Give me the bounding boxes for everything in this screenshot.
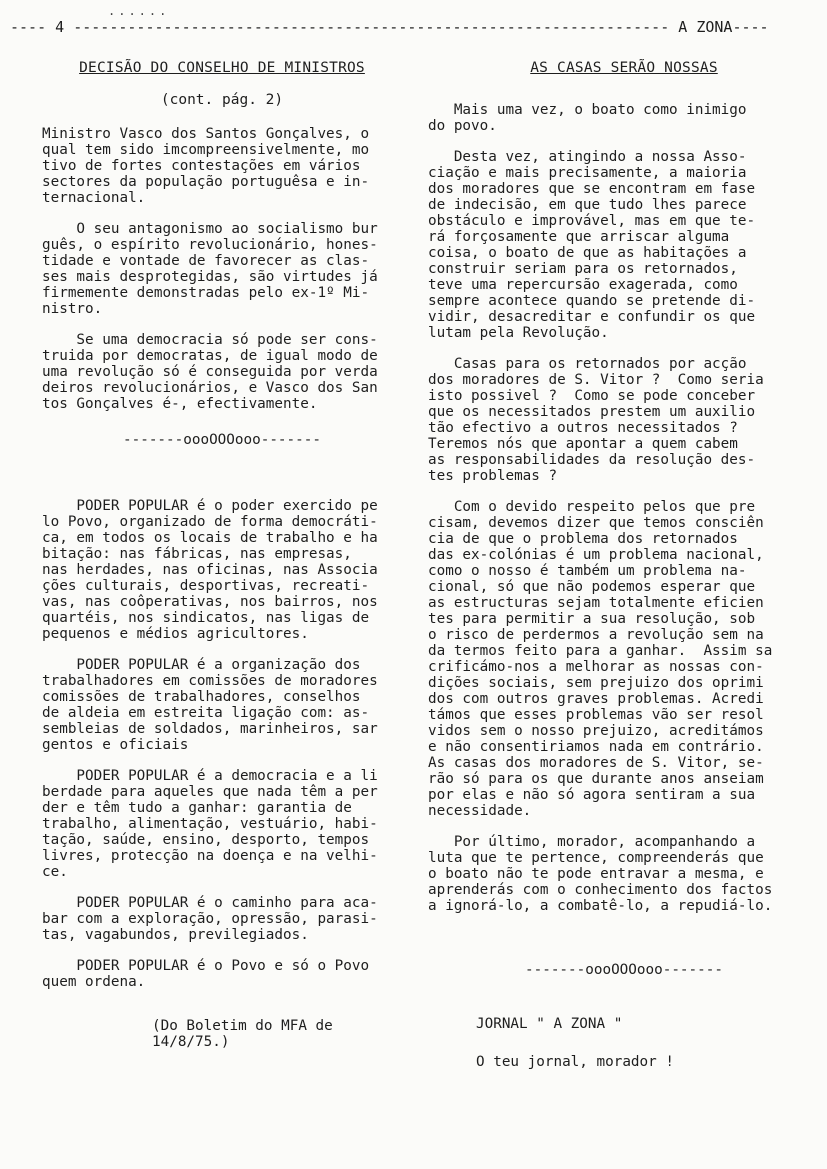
text-line: Teremos nós que apontar a quem cabem [428,436,738,452]
text-line: de indecisão, em que tudo lhes parece [428,197,747,213]
text-line: sectores da população portuguêsa e in- [42,174,370,190]
journal-name: A ZONA---- [669,18,769,36]
text-line: de aldeia em estreita ligação com: as- [42,705,370,721]
continuation-note: (cont. pág. 2) [160,92,284,108]
right-article-paragraph [428,102,820,134]
text-line: teve uma repercursão exagerada, como [428,277,738,293]
text-line: rão só para os que durante anos anseiam [428,771,764,787]
header-dots: ...... [108,4,170,18]
left-article-paragraph [42,126,402,206]
text-line: Por último, morador, acompanhando a [428,834,756,850]
text-line: dos com outros graves problemas. Acredi [428,691,764,707]
text-line: isto possivel ? Como se pode conceber [428,388,756,404]
text-line: luta que te pertence, compreenderás que [428,850,764,866]
left-article-title: DECISÃO DO CONSELHO DE MINISTROS [79,60,365,76]
text-line: tes para permitir a sua resolução, sob [428,611,756,627]
text-line: PODER POPULAR é a organização dos [42,657,361,673]
journal-footer [476,1016,820,1070]
right-article-paragraph [428,356,820,484]
text-line: como o nosso é também um problema na- [428,563,747,579]
text-line: pequenos e médios agricultores. [42,626,309,642]
text-line: ternacional. [42,190,146,206]
text-line: guês, o espírito revolucionário, hones- [42,237,378,253]
text-line: necessidade. [428,803,532,819]
text-line: lo Povo, organizado de forma democráti- [42,514,378,530]
left-column [42,60,402,1050]
text-line: lutam pela Revolução. [428,325,609,341]
text-line: construir seriam para os retornados, [428,261,738,277]
text-line: vidos sem o nosso prejuizo, acreditámos [428,723,764,739]
text-line: aprenderás com o conhecimento dos factos [428,882,773,898]
text-line: O seu antagonismo ao socialismo bur [42,221,378,237]
text-line: PODER POPULAR é a democracia e a li [42,768,378,784]
text-line: Casas para os retornados por acção [428,356,747,372]
text-line: tivo de fortes contestações em vários [42,158,361,174]
text-line: crificámo-nos a melhorar as nossas con- [428,659,764,675]
text-line: obstáculo e improvável, mas em que te- [428,213,756,229]
text-line: ca, em todos os locais de trabalho e ha [42,530,378,546]
text-line: firmemente demonstradas pelo ex-1º Mi- [42,285,370,301]
text-line: deiros revolucionários, e Vasco dos San [42,380,378,396]
text-line: PODER POPULAR é o poder exercido pe [42,498,378,514]
text-line: da termos feito para a ganhar. Assim sa [428,643,773,659]
text-line: truida por democratas, de igual modo de [42,348,378,364]
text-line: dos moradores que se encontram em fase [428,181,756,197]
left-article-body [42,126,402,412]
page-number-rule: ---- 4 ------------------------------------------------------------------ [10,18,670,36]
text-line: tão efectivo a outros necessitados ? [428,420,738,436]
right-article-paragraph [428,149,820,341]
poder-popular-section [42,498,402,990]
text-line: Mais uma vez, o boato como inimigo [428,102,747,118]
text-line: o boato não te pode entravar a mesma, e [428,866,764,882]
text-line: sembleias de soldados, marinheiros, sar [42,721,378,737]
text-line: nas herdades, nas oficinas, nas Associa [42,562,378,578]
text-line: cional, só que não podemos esperar que [428,579,756,595]
poder-popular-paragraph [42,498,402,642]
right-separator: -------oooOOOooo------- [525,962,723,978]
text-line: der e têm tudo a ganhar: garantia de [42,800,352,816]
left-separator: -------oooOOOooo------- [123,432,321,448]
right-column [428,60,820,1070]
journal-signature: JORNAL " A ZONA " [476,1016,623,1032]
text-line: comissões de trabalhadores, conselhos [42,689,361,705]
text-line: trabalho, alimentação, vestuário, habi- [42,816,378,832]
text-line: o risco de perdermos a revolução sem na [428,627,764,643]
text-line: PODER POPULAR é o Povo e só o Povo [42,958,370,974]
poder-popular-paragraph [42,657,402,753]
text-line: do povo. [428,118,497,134]
text-line: ce. [42,864,68,880]
text-line: que os necessitados prestem um auxilio [428,404,756,420]
right-article-paragraph [428,834,820,914]
right-article-title: AS CASAS SERÃO NOSSAS [530,60,718,76]
source-citation [152,1018,402,1050]
text-line: livres, protecção na doença e na velhi- [42,848,378,864]
text-line: vidir, desacreditar e confundir os que [428,309,756,325]
text-line: bitação: nas fábricas, nas empresas, [42,546,352,562]
poder-popular-paragraph [42,958,402,990]
text-line: tação, saúde, ensino, desporto, tempos [42,832,370,848]
text-line: gentos e oficiais [42,737,189,753]
text-line: coisa, o boato de que as habitações a [428,245,747,261]
text-line: tes problemas ? [428,468,558,484]
text-line: cisam, devemos dizer que temos consciên [428,515,764,531]
source-line: (Do Boletim do MFA de [152,1018,333,1034]
text-line: As casas dos moradores de S. Vitor, se- [428,755,764,771]
text-line: Se uma democracia só pode ser cons- [42,332,378,348]
text-line: tidade e vontade de favorecer as clas- [42,253,370,269]
text-line: cia de que o problema dos retornados [428,531,738,547]
text-line: Com o devido respeito pelos que pre [428,499,756,515]
text-line: quem ordena. [42,974,146,990]
text-line: tos Gonçalves é-, efectivamente. [42,396,318,412]
text-line: ções culturais, desportivas, recreati- [42,578,370,594]
text-line: as estructuras sejam totalmente eficien [428,595,764,611]
text-line: trabalhadores em comissões de moradores [42,673,378,689]
text-line: dições sociais, sem prejuizo dos oprimi [428,675,764,691]
text-line: ses mais desprotegidas, são virtudes já [42,269,378,285]
text-line: rá forçosamente que arriscar alguma [428,229,730,245]
right-article-body [428,102,820,914]
text-line: quartéis, nos sindicatos, nas ligas de [42,610,370,626]
text-line: dos moradores de S. Vitor ? Como seria [428,372,764,388]
text-line: e não consentiriamos nada em contrário. [428,739,764,755]
left-article-paragraph [42,332,402,412]
right-article-paragraph [428,499,820,819]
poder-popular-paragraph [42,768,402,880]
text-line: Ministro Vasco dos Santos Gonçalves, o [42,126,370,142]
text-line: uma revolução só é conseguida por verda [42,364,378,380]
source-line: 14/8/75.) [152,1034,230,1050]
text-line: Desta vez, atingindo a nossa Asso- [428,149,747,165]
text-line: tas, vagabundos, previlegiados. [42,927,309,943]
text-line: sempre acontece quando se pretende di- [428,293,756,309]
text-line: bar com a exploração, opressão, parasi- [42,911,378,927]
text-line: a ignorá-lo, a combatê-lo, a repudiá-lo. [428,898,773,914]
text-line: das ex-colónias é um problema nacional, [428,547,764,563]
page-header [10,18,820,36]
poder-popular-paragraph [42,895,402,943]
text-line: ciação e mais precisamente, a maioria [428,165,747,181]
text-line: nistro. [42,301,103,317]
text-line: qual tem sido imcompreensivelmente, mo [42,142,370,158]
text-line: vas, nas coôperativas, nos bairros, nos [42,594,378,610]
text-line: berdade para aqueles que nada têm a per [42,784,378,800]
left-article-paragraph [42,221,402,317]
text-line: PODER POPULAR é o caminho para aca- [42,895,378,911]
text-line: as responsabilidades da resolução des- [428,452,756,468]
text-line: támos que esses problemas vão ser resol [428,707,764,723]
text-line: por elas e não só agora sentiram a sua [428,787,756,803]
journal-tagline: O teu jornal, morador ! [476,1054,674,1070]
